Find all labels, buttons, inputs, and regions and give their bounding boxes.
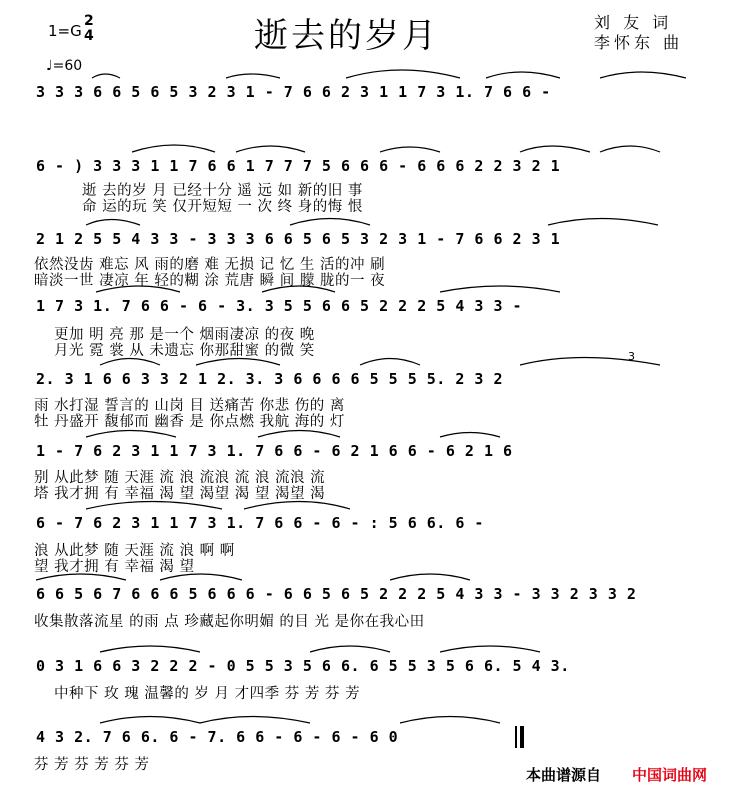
- lyric-line-verse2: 塔 我才拥 有 幸福 渴 望 渴望 渴 望 渴望 渴: [34, 486, 326, 502]
- lyric-line-verse2: 牡 丹盛开 馥郁而 幽香 是 你点燃 我航 海的 灯: [34, 414, 345, 430]
- slur: [360, 359, 420, 366]
- slur: [548, 219, 658, 226]
- slur: [196, 359, 280, 366]
- slur: [92, 74, 120, 78]
- notation-row: 1 7 3 1. 7 6 6 - 6 - 3. 3 5 5 6 6 5 2 2 2 5 4 3 3 -: [36, 297, 523, 315]
- notation-row: 6 - ) 3 3 3 1 1 7 6 6 1 7 7 7 5 6 6 6 - 6 6 6 2 2 3 2 1: [36, 157, 561, 175]
- lyric-line-verse1: 依然没齿 难忘 风 雨的磨 难 无损 记 忆 生 活的冲 刷: [34, 257, 386, 273]
- notation-row: 2. 3 1 6 6 3 3 2 1 2. 3. 3 6 6 6 6 5 5 5 5. 2 3 2: [36, 370, 504, 388]
- slur: [86, 502, 222, 510]
- lyric-line-verse1: 芬 芳 芬 芳 芬 芳: [34, 757, 150, 773]
- notation-row: 4 3 2. 7 6 6. 6 - 7. 6 6 - 6 - 6 - 6 0: [36, 728, 399, 746]
- slur: [520, 146, 590, 152]
- slur: [160, 574, 242, 580]
- time-signature-top: 2: [84, 13, 94, 29]
- slur: [258, 431, 340, 438]
- lyric-line-verse1: 中种下 玫 瑰 温馨的 岁 月 才四季 芬 芳 芬 芳: [54, 686, 361, 702]
- notation-row: 2 1 2 5 5 4 3 3 - 3 3 3 6 6 5 6 5 3 2 3 1 - 7 6 6 2 3 1: [36, 230, 561, 248]
- slur: [400, 717, 500, 724]
- score-title: 逝去的岁月: [254, 16, 439, 56]
- lyric-line-verse1: 更加 明 亮 那 是一个 烟雨凄凉 的夜 晚: [54, 327, 315, 343]
- tempo-marking: ♩=60: [46, 58, 83, 74]
- lyric-line-verse2: 望 我才拥 有 幸福 渴 望: [34, 559, 195, 575]
- slur: [600, 72, 686, 78]
- slur: [226, 74, 280, 78]
- slur: [390, 574, 470, 580]
- notation-row: 1 - 7 6 2 3 1 1 7 3 1. 7 6 6 - 6 2 1 6 6 - 6 2 1 6: [36, 442, 513, 460]
- slur: [132, 145, 215, 152]
- footer-site-name[interactable]: 中国词曲网: [632, 766, 708, 784]
- slur: [520, 358, 660, 366]
- slur: [380, 147, 440, 152]
- slur: [100, 717, 200, 724]
- slur: [200, 717, 310, 724]
- lyric-line-verse1: 浪 从此梦 随 天涯 流 浪 啊 啊: [34, 543, 235, 559]
- lyric-line-verse2: 暗淡一世 凄凉 年 轻的糊 涂 荒唐 瞬 间 朦 胧的一 夜: [34, 273, 386, 289]
- slur: [262, 286, 335, 292]
- lyricist-credit: 刘 友 词: [594, 13, 673, 32]
- slur: [440, 646, 540, 652]
- time-signature-bottom: 4: [84, 28, 94, 44]
- slur: [36, 574, 126, 580]
- slur: [290, 219, 370, 226]
- slur: [244, 502, 350, 510]
- slur: [86, 220, 140, 226]
- slur: [310, 646, 390, 652]
- lyric-line-verse2: 命 运的玩 笑 仅开短短 一 次 终 身的悔 恨: [82, 199, 363, 215]
- slur: [440, 286, 560, 292]
- slur: [486, 72, 560, 78]
- lyric-line-verse2: 月光 霓 裳 从 未遗忘 你那甜蜜 的微 笑: [54, 343, 315, 359]
- final-barline-thick: [520, 726, 524, 748]
- slur: [236, 146, 305, 152]
- slur: [100, 359, 160, 366]
- slur: [440, 433, 500, 438]
- slur: [100, 646, 200, 652]
- key-signature: 1=G: [48, 22, 82, 40]
- lyric-line-verse1: 逝 去的岁 月 已经十分 遥 远 如 新的旧 事: [82, 183, 363, 199]
- slur: [86, 431, 176, 438]
- slur: [96, 286, 180, 292]
- slur: [600, 146, 660, 152]
- notation-row: 0 3 1 6 6 3 2 2 2 - 0 5 5 3 5 6 6. 6 5 5 3 5 6 6. 5 4 3.: [36, 657, 570, 675]
- triplet-mark: 3: [628, 350, 635, 363]
- notation-row: 6 - 7 6 2 3 1 1 7 3 1. 7 6 6 - 6 - : 5 6 6. 6 -: [36, 514, 484, 532]
- lyric-line-verse1: 雨 水打湿 誓言的 山岗 目 送痛苦 你悲 伤的 离: [34, 398, 345, 414]
- composer-credit: 李怀东 曲: [594, 33, 684, 52]
- slur: [346, 70, 460, 78]
- lyric-line-verse1: 别 从此梦 随 天涯 流 浪 流浪 流 浪 流浪 流: [34, 470, 326, 486]
- footer-source-label: 本曲谱源自: [526, 766, 602, 784]
- notation-row: 6 6 5 6 7 6 6 6 5 6 6 6 - 6 6 5 6 5 2 2 2 5 4 3 3 - 3 3 2 3 3 2: [36, 585, 637, 603]
- lyric-line-verse1: 收集散落流星 的雨 点 珍藏起你明媚 的目 光 是你在我心田: [34, 614, 425, 630]
- notation-row: 3 3 3 6 6 5 6 5 3 2 3 1 - 7 6 6 2 3 1 1 7 3 1. 7 6 6 -: [36, 83, 551, 101]
- final-barline-thin: [515, 726, 517, 748]
